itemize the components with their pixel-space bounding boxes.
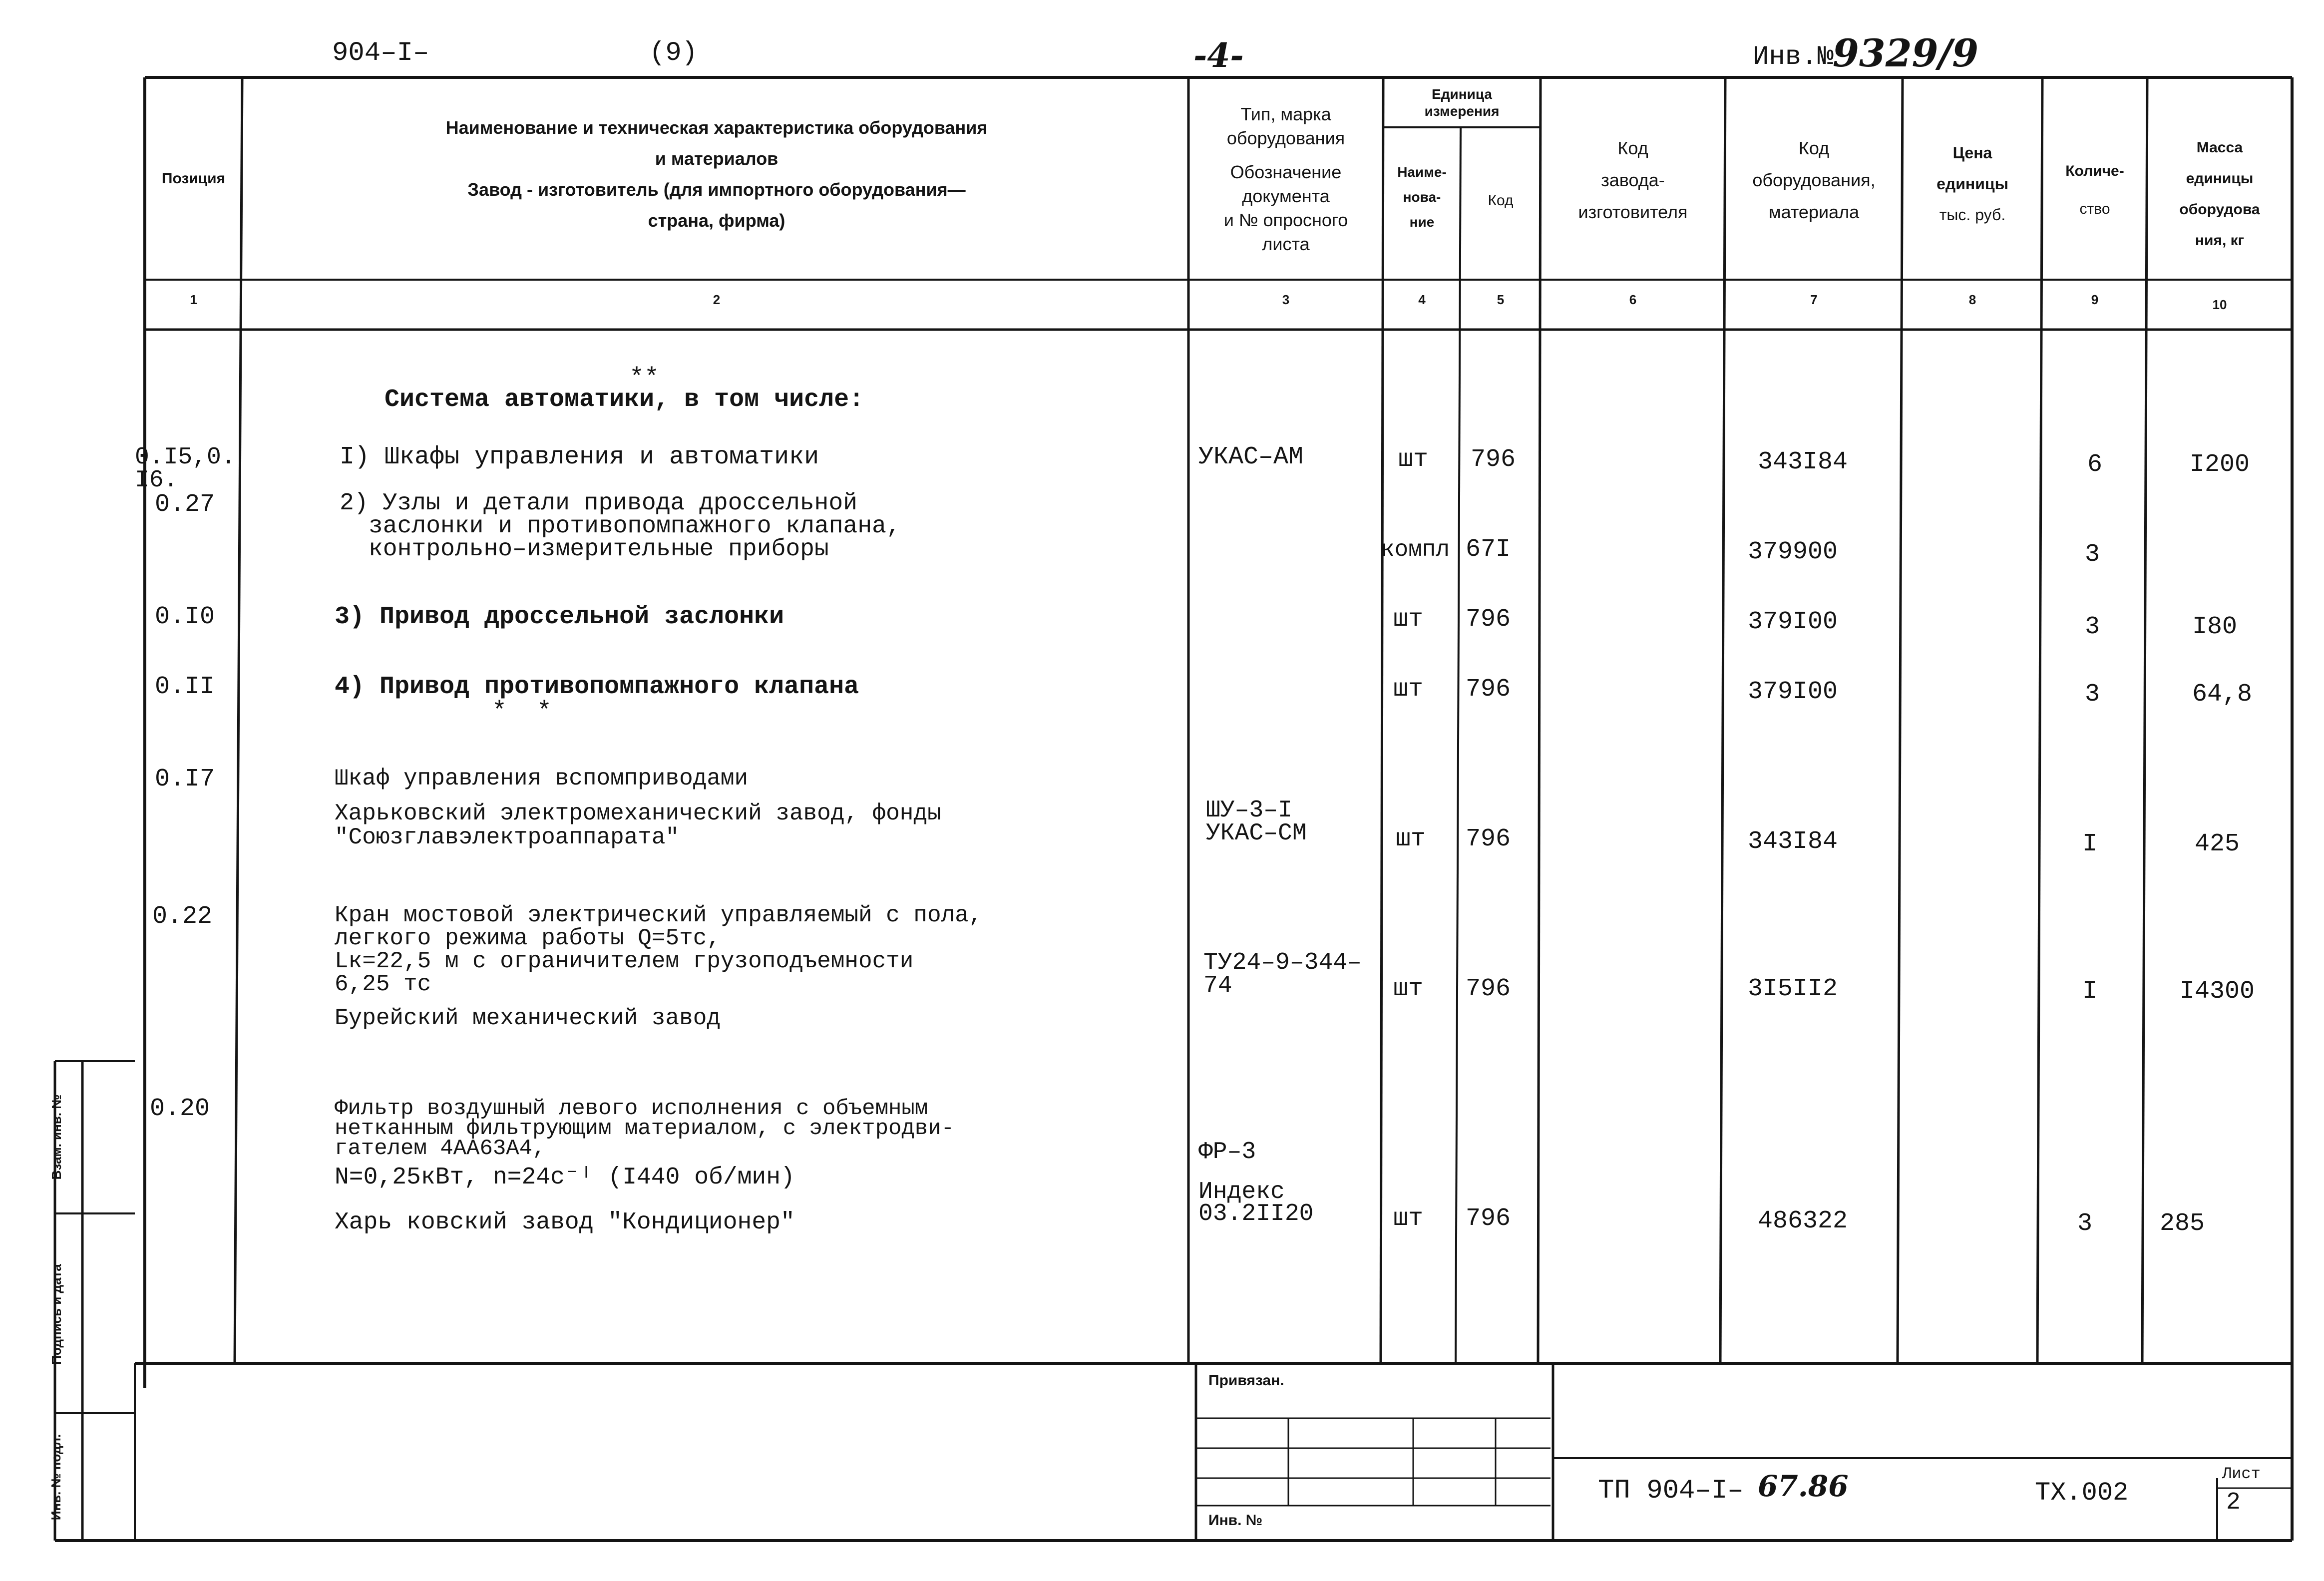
row6-position: 0.22 — [152, 902, 213, 931]
row6-type: ТУ24–9–344– 74 — [1203, 949, 1362, 999]
row3-equipment-code: 379I00 — [1748, 608, 1838, 636]
row4-stars: * * — [492, 698, 552, 726]
header-unit-code: Код — [1488, 192, 1514, 209]
row5-mass: 425 — [2195, 830, 2240, 858]
row1-mass: I200 — [2190, 450, 2250, 479]
header-price: Цена единицы тыс. руб. — [1937, 144, 2008, 224]
row7-mass: 285 — [2160, 1209, 2205, 1238]
row1-unit: шт — [1398, 445, 1429, 474]
row4-unit: шт — [1393, 675, 1424, 704]
row7-name: Фильтр воздушный левого исполнения с объемным нетканным фильтрующим материалом, с электродви- гателем 4АА63А4, N=0,25кВт, n=24с⁻ᴵ (I440 об/мин) Харь ковский завод "Кондиционер" — [335, 1096, 955, 1236]
row5-equipment-code: 343I84 — [1748, 827, 1838, 856]
row1-unit-code: 796 — [1471, 445, 1516, 474]
side-vzam-inv: Взам. инв. № — [49, 1094, 64, 1180]
row2-name: 2) Узлы и детали привода дроссельной заслонки и противопомпажного клапана, контрольно–измерительные приборы — [340, 490, 901, 563]
system-title: Система автоматики, в том числе: — [385, 386, 864, 414]
row5-quantity: I — [2082, 830, 2098, 858]
header-unit-group: Единица измерения — [1424, 86, 1500, 119]
row1-quantity: 6 — [2087, 450, 2103, 479]
system-stars: ** — [629, 364, 660, 393]
stamp-doc-code: ТХ.002 — [2035, 1478, 2129, 1508]
stamp-privyazan: Привязан. — [1208, 1372, 1284, 1389]
row3-unit: шт — [1393, 605, 1424, 634]
stamp-inventory-no: Инв. № — [1208, 1512, 1263, 1529]
series-number: 904–I– — [332, 38, 429, 68]
side-inv-podl: Инв. № подл. — [48, 1434, 63, 1521]
row7-quantity: 3 — [2077, 1209, 2093, 1238]
row4-name: 4) Привод противопомпажного клапана — [335, 673, 859, 701]
row4-unit-code: 796 — [1466, 675, 1511, 704]
row2-unit: компл — [1381, 537, 1450, 563]
row2-equipment-code: 379900 — [1748, 538, 1838, 566]
col-number-3: 3 — [1282, 292, 1290, 307]
row4-position: 0.II — [155, 673, 215, 701]
row6-unit: шт — [1393, 975, 1424, 1003]
row3-unit-code: 796 — [1466, 605, 1511, 634]
header-mass: Масса единицы оборудова ния, кг — [2179, 139, 2260, 249]
row5-type: ШУ–3–I УКАС–СМ — [1206, 797, 1307, 847]
col-number-8: 8 — [1968, 292, 1976, 307]
row7-equipment-code: 486322 — [1758, 1207, 1848, 1235]
col-number-2: 2 — [713, 292, 721, 307]
row2-quantity: 3 — [2085, 540, 2100, 569]
row5-name: Шкаф управления вспомприводами Харьковский электромеханический завод, фонды "Союзглавэлектроаппарата" — [335, 766, 941, 850]
row3-name: 3) Привод дроссельной заслонки — [335, 603, 784, 631]
header-position: Позиция — [161, 170, 226, 187]
stamp-sheet-label: Лист — [2222, 1465, 2261, 1483]
header-unit-name: Наиме- нова- ние — [1397, 164, 1447, 230]
row6-unit-code: 796 — [1466, 975, 1511, 1003]
col-number-1: 1 — [190, 292, 197, 307]
row7-unit: шт — [1393, 1204, 1424, 1233]
row1-name: I) Шкафы управления и автоматики — [340, 443, 819, 471]
header-maker-code: Код завода- изготовителя — [1578, 138, 1688, 222]
header-equipment-code: Код оборудования, материала — [1752, 138, 1876, 222]
col-number-5: 5 — [1497, 292, 1505, 307]
row1-equipment-code: 343I84 — [1758, 448, 1848, 476]
row2-position: 0.27 — [155, 490, 215, 519]
row4-mass: 64,8 — [2192, 680, 2253, 709]
page-number: -4- — [1193, 36, 1244, 75]
side-podpis-data: Подпись и дата — [49, 1264, 64, 1365]
col-number-10: 10 — [2212, 297, 2227, 312]
row7-type: ФР–3 Индекс 03.2II20 — [1198, 1139, 1314, 1227]
row3-position: 0.I0 — [155, 603, 215, 631]
row5-unit-code: 796 — [1466, 825, 1511, 853]
col-number-4: 4 — [1418, 292, 1426, 307]
row6-equipment-code: 3I5II2 — [1748, 975, 1838, 1003]
stamp-doc-prefix: ТП 904–I– — [1598, 1476, 1744, 1506]
header-quantity: Количе- ство — [2065, 163, 2124, 217]
row5-unit: шт — [1396, 825, 1426, 853]
row6-name: Кран мостовой электрический управляемый с пола, легкого режима работы Q=5тс, Lк=22,5 м с ограничителем грузоподъемности 6,25 тс Бурейский механический завод — [335, 902, 983, 1031]
row6-quantity: I — [2082, 977, 2098, 1006]
row7-position: 0.20 — [150, 1095, 210, 1123]
header-name: Наименование и техническая характеристика оборудования и материалов Завод - изготовитель (для импортного оборудования— страна, фирма) — [445, 117, 988, 231]
row4-quantity: 3 — [2085, 680, 2100, 709]
stamp-sheet-number: 2 — [2226, 1489, 2241, 1516]
row2-unit-code: 67I — [1466, 535, 1511, 564]
row3-mass: I80 — [2192, 613, 2238, 641]
inventory-label: Инв.№ — [1753, 42, 1834, 72]
col-number-9: 9 — [2091, 292, 2099, 307]
row7-unit-code: 796 — [1466, 1204, 1511, 1233]
stamp-doc-handwritten: 67.86 — [1758, 1469, 1849, 1503]
row4-equipment-code: 379I00 — [1748, 678, 1838, 706]
inventory-number: 9329/9 — [1833, 31, 1979, 75]
row6-mass: I4300 — [2180, 977, 2255, 1006]
col-number-6: 6 — [1629, 292, 1637, 307]
col-number-7: 7 — [1810, 292, 1818, 307]
row1-type: УКАС–АМ — [1198, 443, 1304, 471]
header-type: Тип, марка оборудования Обозначение документа и № опросного листа — [1223, 104, 1348, 254]
row5-position: 0.I7 — [155, 765, 215, 793]
row3-quantity: 3 — [2085, 613, 2100, 641]
row1-position: 0.I5,0.I6. — [135, 444, 236, 494]
sheet-paren: (9) — [649, 38, 698, 68]
